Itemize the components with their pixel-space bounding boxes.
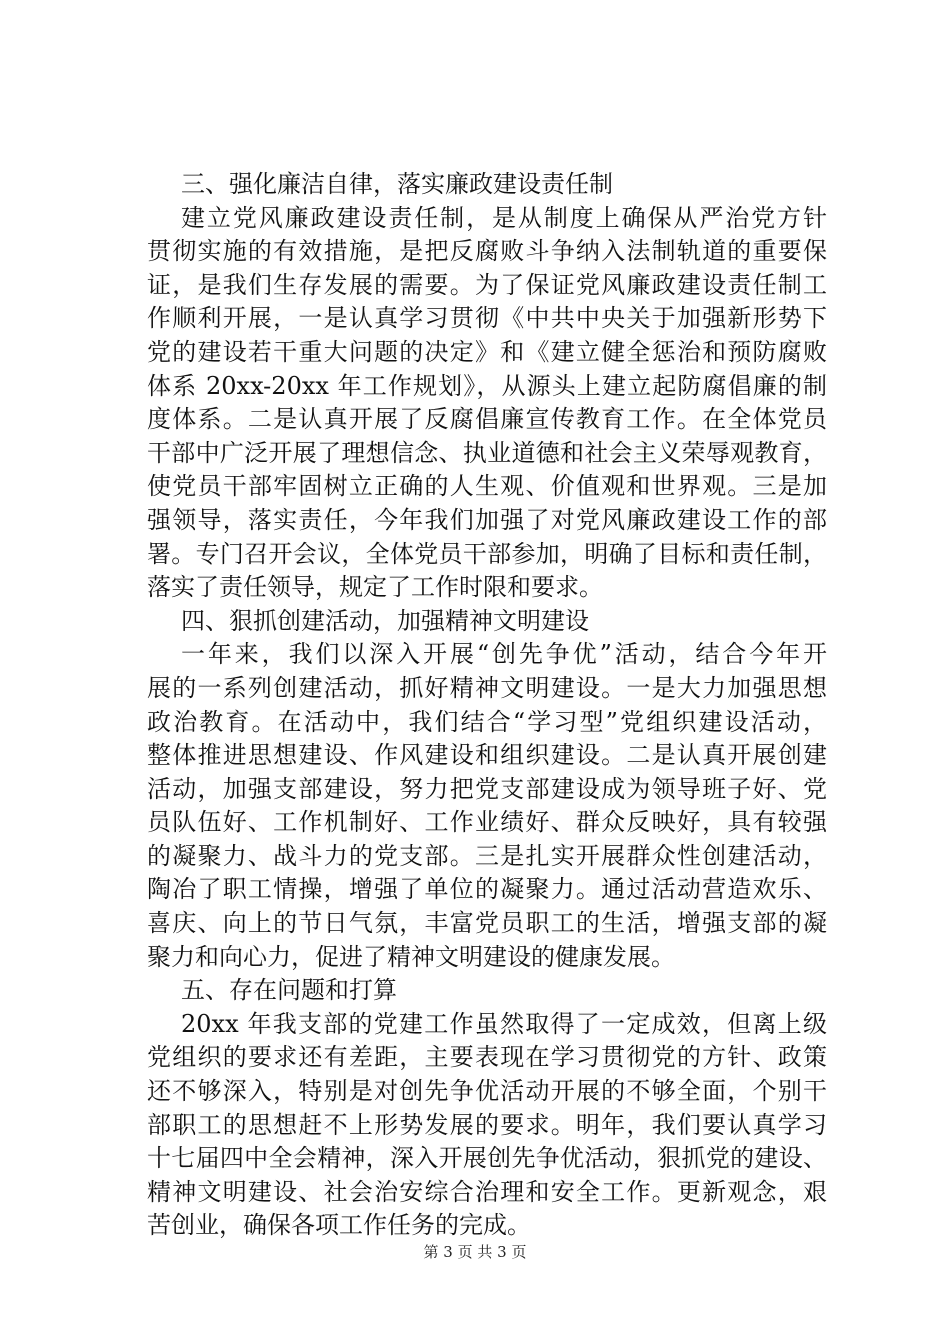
text-line: 精神文明建设、社会治安综合治理和安全工作。更新观念，艰 (147, 1177, 827, 1206)
text-line: 十七届四中全会精神，深入开展创先争优活动，狠抓党的建设、 (147, 1144, 827, 1173)
text-line: 强领导，落实责任，今年我们加强了对党风廉政建设工作的部 (147, 505, 827, 534)
text-line: 四、狠抓创建活动，加强精神文明建设 (181, 606, 589, 635)
text-line: 贯彻实施的有效措施，是把反腐败斗争纳入法制轨道的重要保 (147, 237, 827, 266)
text-line: 署。专门召开会议，全体党员干部参加，明确了目标和责任制， (147, 539, 827, 568)
text-line: 陶冶了职工情操，增强了单位的凝聚力。通过活动营造欢乐、 (147, 875, 827, 904)
text-line: 活动，加强支部建设，努力把党支部建设成为领导班子好、党 (147, 774, 827, 803)
text-line: 落实了责任领导，规定了工作时限和要求。 (147, 573, 603, 602)
text-line: 干部中广泛开展了理想信念、执业道德和社会主义荣辱观教育， (147, 438, 827, 467)
text-line: 喜庆、向上的节日气氛，丰富党员职工的生活，增强支部的凝 (147, 909, 827, 938)
text-line: 使党员干部牢固树立正确的人生观、价值观和世界观。三是加 (147, 472, 827, 501)
text-line: 部职工的思想赶不上形势发展的要求。明年，我们要认真学习 (147, 1110, 827, 1139)
text-line: 还不够深入，特别是对创先争优活动开展的不够全面，个别干 (147, 1077, 827, 1106)
text-line: 五、存在问题和打算 (181, 976, 397, 1005)
page-footer: 第 3 页 共 3 页 (423, 1243, 527, 1261)
text-line: 三、强化廉洁自律，落实廉政建设责任制 (181, 170, 613, 198)
text-line: 度体系。二是认真开展了反腐倡廉宣传教育工作。在全体党员 (147, 405, 827, 434)
text-line: 体系 20xx-20xx 年工作规划》，从源头上建立起防腐倡廉的制 (147, 371, 827, 400)
text-line: 聚力和向心力，促进了精神文明建设的健康发展。 (147, 942, 675, 971)
text-line: 的凝聚力、战斗力的党支部。三是扎实开展群众性创建活动， (147, 841, 827, 870)
text-line: 20xx 年我支部的党建工作虽然取得了一定成效，但离上级 (181, 1009, 827, 1038)
text-line: 苦创业，确保各项工作任务的完成。 (147, 1211, 531, 1240)
text-line: 党的建设若干重大问题的决定》和《建立健全惩治和预防腐败 (147, 337, 827, 366)
text-line: 建立党风廉政建设责任制，是从制度上确保从严治党方针 (181, 203, 827, 232)
text-line: 政治教育。在活动中，我们结合“学习型”党组织建设活动， (147, 707, 827, 736)
document-body (147, 168, 827, 1243)
text-line: 作顺利开展，一是认真学习贯彻《中共中央关于加强新形势下 (147, 304, 827, 333)
text-line: 展的一系列创建活动，抓好精神文明建设。一是大力加强思想 (147, 673, 827, 702)
text-line: 证，是我们生存发展的需要。为了保证党风廉政建设责任制工 (147, 270, 827, 299)
text-line: 党组织的要求还有差距，主要表现在学习贯彻党的方针、政策 (147, 1043, 827, 1072)
text-line: 整体推进思想建设、作风建设和组织建设。二是认真开展创建 (147, 741, 827, 770)
text-line: 员队伍好、工作机制好、工作业绩好、群众反映好，具有较强 (147, 808, 827, 837)
text-line: 一年来，我们以深入开展“创先争优”活动，结合今年开 (181, 640, 827, 669)
